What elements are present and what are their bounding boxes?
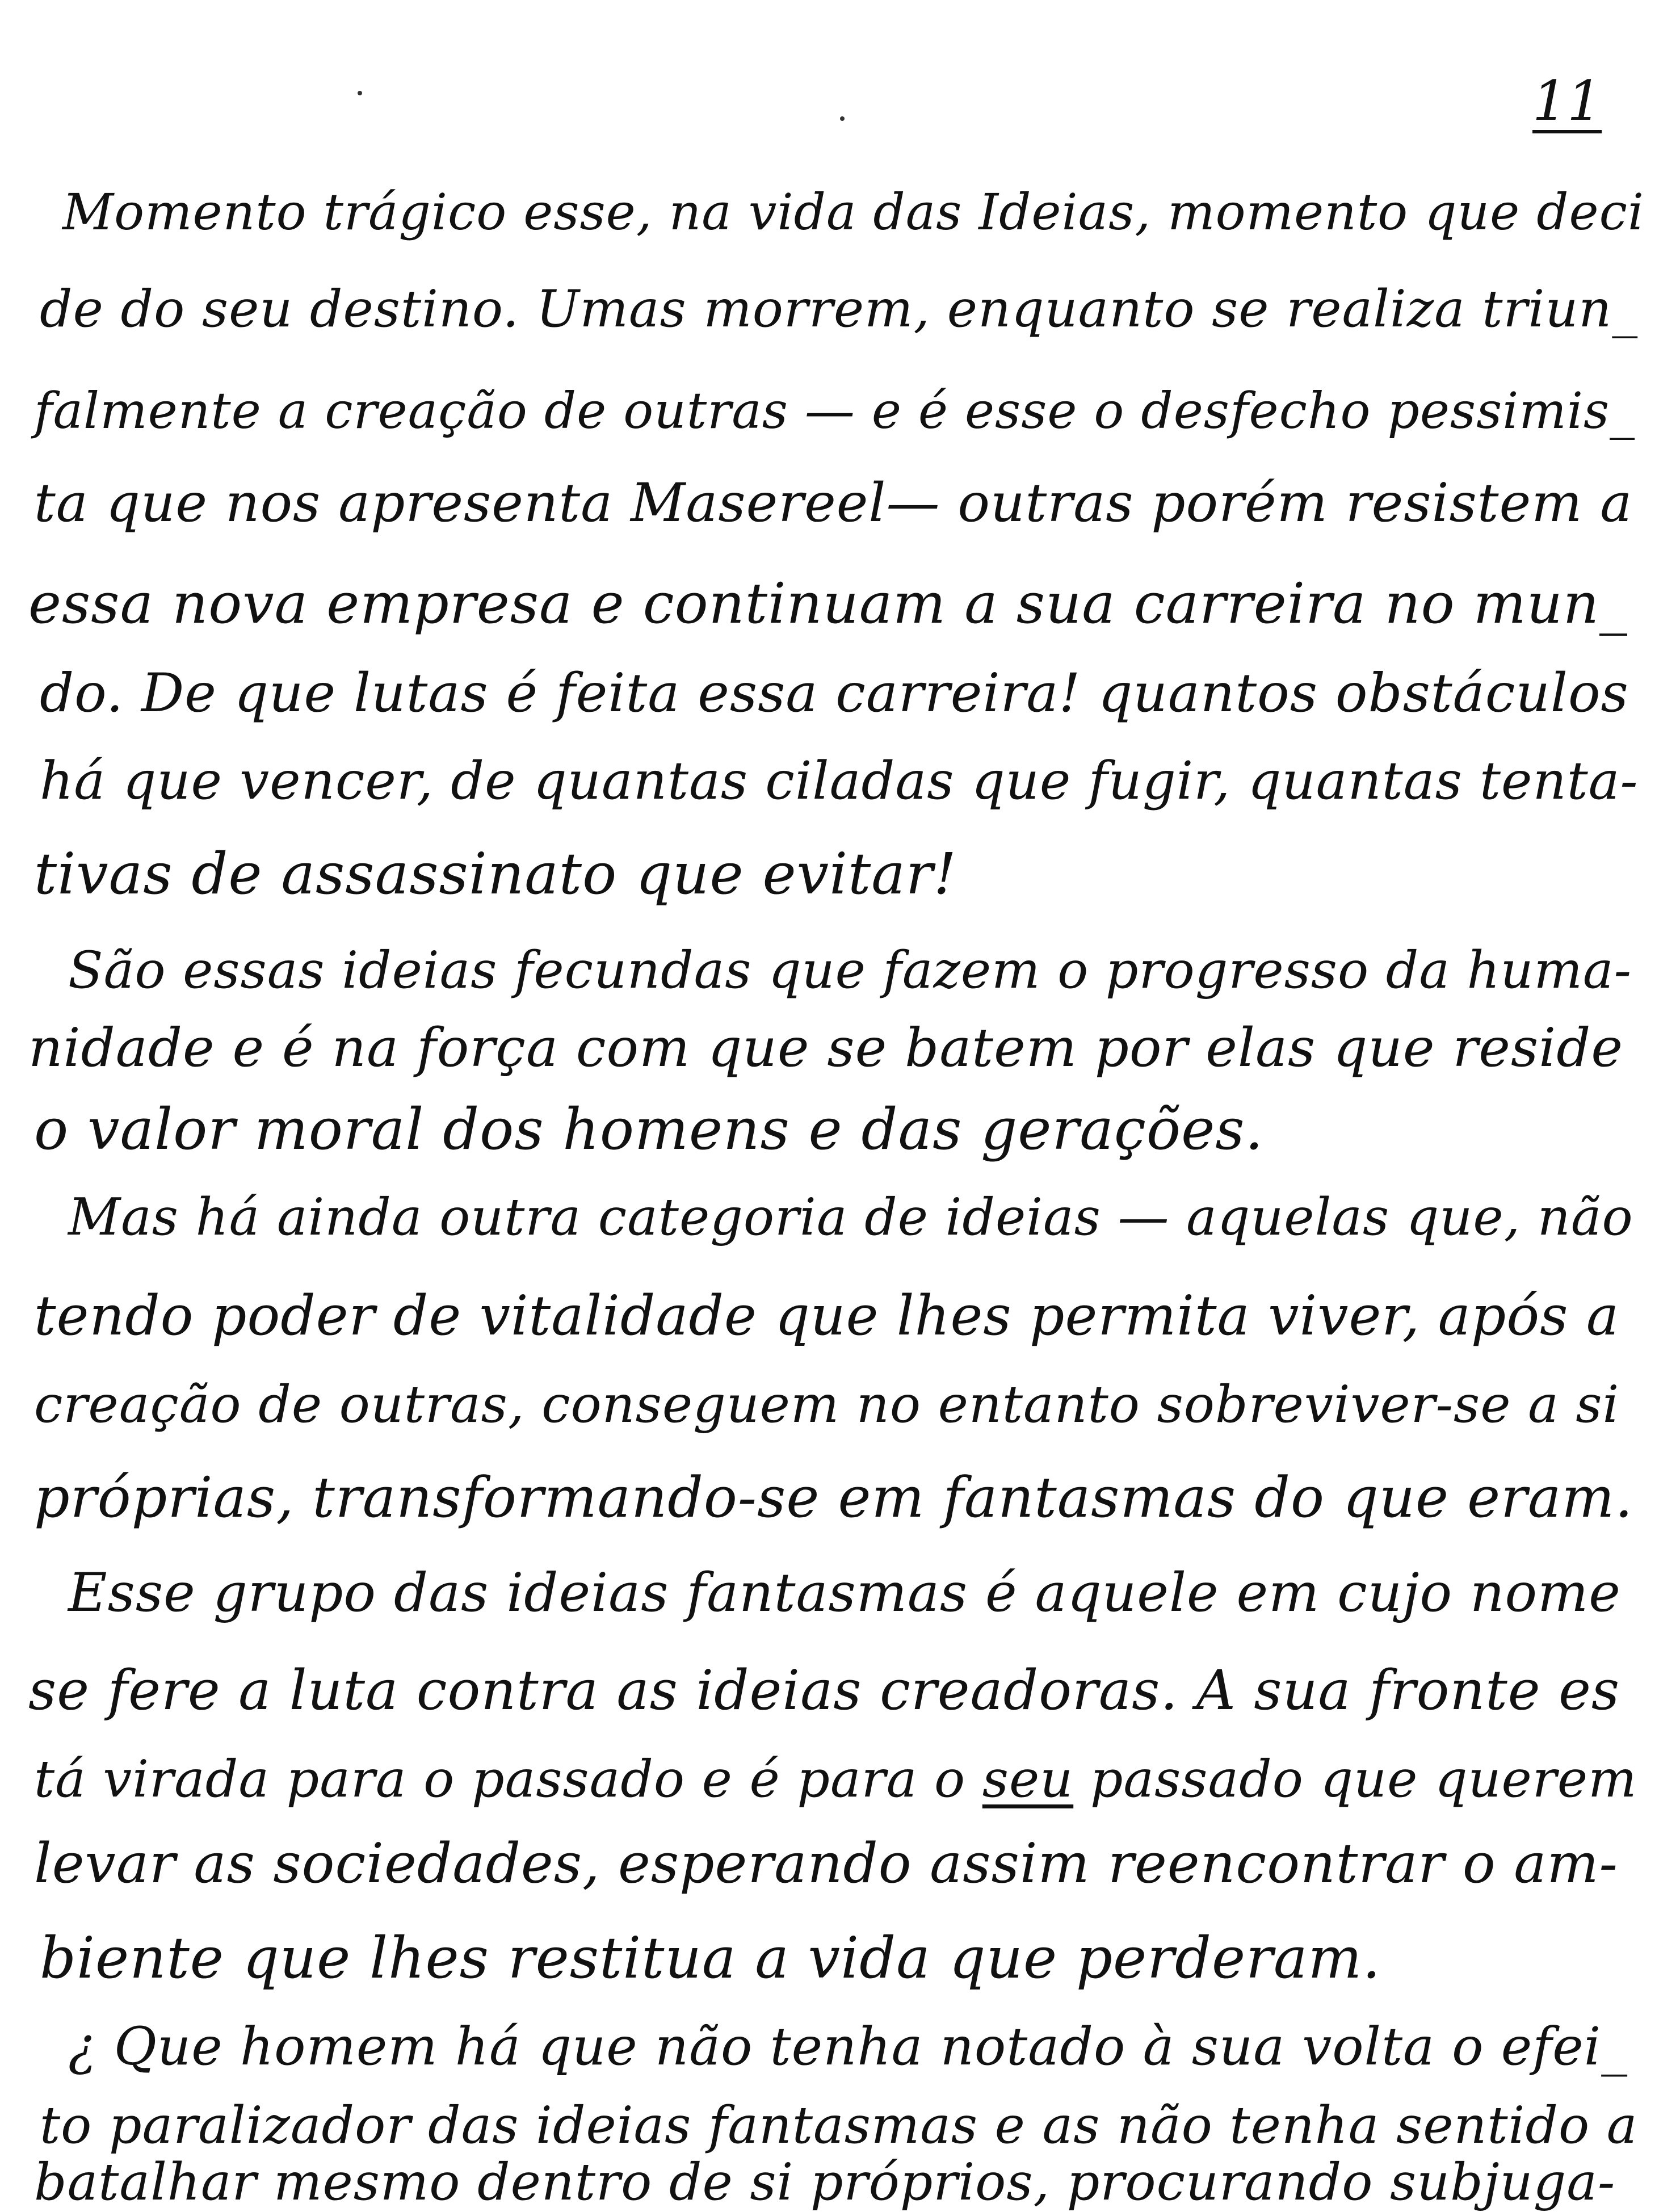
text-line-18 bbox=[34, 1749, 1637, 1809]
text-line-3: falmente a creação de outras — e é esse o desfecho pessimis_ bbox=[34, 381, 1636, 440]
text-line-5: essa nova empresa e continuam a sua carreira no mun_ bbox=[28, 572, 1628, 636]
text-line-12: Mas há ainda outra categoria de ideias — aquelas que, não bbox=[68, 1187, 1633, 1247]
text-line-18-start: tá virada para o passado e é para o bbox=[34, 1749, 966, 1809]
text-line-4: ta que nos apresenta Masereel— outras porém resistem a bbox=[34, 472, 1633, 534]
text-line-14: creação de outras, conseguem no entanto sobreviver-se a si bbox=[34, 1375, 1620, 1434]
text-line-19: levar as sociedades, esperando assim reencontrar o am- bbox=[34, 1832, 1618, 1895]
text-line-1: Momento trágico esse, na vida das Ideias, momento que deci bbox=[62, 183, 1645, 241]
text-line-11: o valor moral dos homens e das gerações. bbox=[34, 1096, 1264, 1162]
text-line-18-end: passado que querem bbox=[1090, 1749, 1637, 1809]
text-line-16: Esse grupo das ideias fantasmas é aquele em cujo nome bbox=[68, 1562, 1621, 1624]
text-line-10: nidade e é na força com que se batem por elas que reside bbox=[28, 1017, 1624, 1079]
text-line-17: se fere a luta contra as ideias creadoras. A sua fronte es bbox=[28, 1659, 1620, 1722]
text-line-13: tendo poder de vitalidade que lhes permita viver, após a bbox=[34, 1284, 1620, 1348]
text-line-23: batalhar mesmo dentro de si próprios, procurando subjuga- bbox=[34, 2152, 1616, 2212]
page-number: 11 bbox=[1532, 69, 1602, 133]
text-line-9: São essas ideias fecundas que fazem o progresso da huma- bbox=[68, 941, 1632, 1000]
text-line-20: biente que lhes restitua a vida que perderam. bbox=[40, 1925, 1381, 1991]
ink-speck bbox=[358, 91, 362, 95]
underlined-word: seu bbox=[982, 1749, 1074, 1809]
text-line-6: do. De que lutas é feita essa carreira! quantos obstáculos bbox=[40, 662, 1629, 724]
text-line-15: próprias, transformando-se em fantasmas do que eram. bbox=[34, 1466, 1633, 1530]
text-line-2: de do seu destino. Umas morrem, enquanto se realiza triun_ bbox=[40, 279, 1639, 339]
text-line-22: to paralizador das ideias fantasmas e as não tenha sentido a bbox=[40, 2096, 1638, 2155]
text-line-21: ¿ Que homem há que não tenha notado à sua volta o efei_ bbox=[68, 2016, 1628, 2077]
text-line-7: há que vencer, de quantas ciladas que fugir, quantas tenta- bbox=[40, 750, 1639, 811]
text-line-8: tivas de assassinato que evitar! bbox=[34, 841, 957, 907]
ink-speck bbox=[840, 116, 845, 121]
